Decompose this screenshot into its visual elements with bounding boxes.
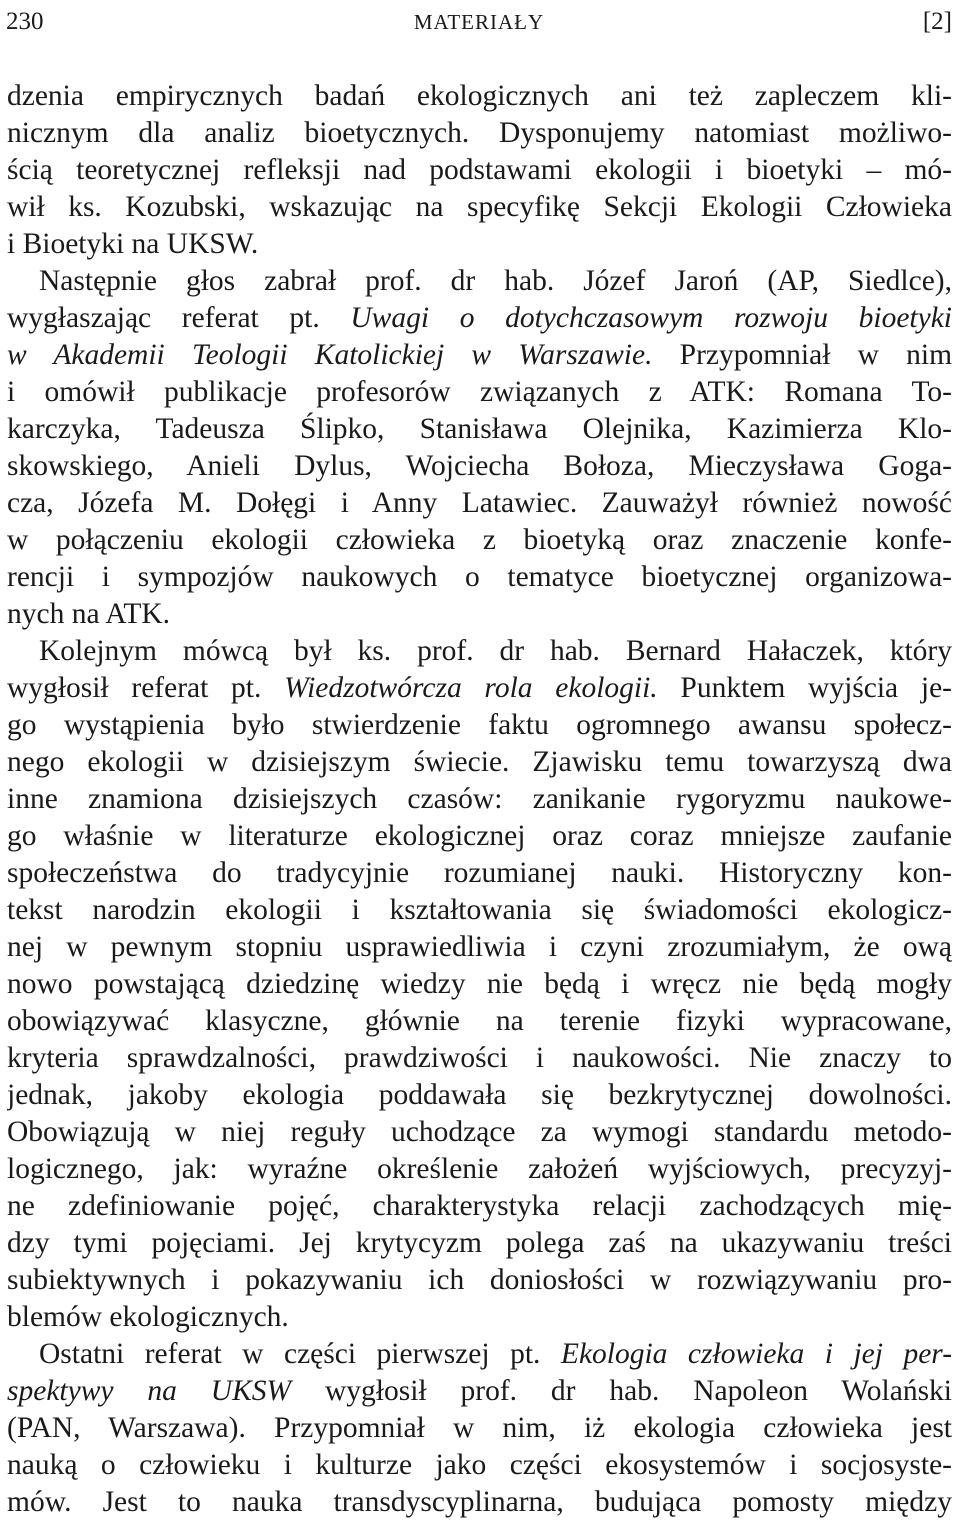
text-line: Obowiązują w niej reguły uchodzące za wymogi standardu metodo- — [7, 1116, 952, 1148]
text-line: nicznym dla analiz bioetycznych. Dysponujemy natomiast możliwo- — [7, 117, 952, 149]
text-line: społeczeństwa do tradycyjnie rozumianej nauki. Historyczny kon- — [7, 857, 952, 889]
page-header — [6, 2, 952, 42]
article-body — [7, 78, 952, 1521]
text-line: nego ekologii w dzisiejszym świecie. Zjawisku temu towarzyszą dwa — [7, 746, 952, 778]
text-line: i omówił publikacje profesorów związanych z ATK: Romana To- — [7, 376, 952, 408]
text-line: nowo powstającą dziedzinę wiedzy nie będą i wręcz nie będą mogły — [7, 968, 952, 1000]
text-line — [7, 337, 952, 374]
running-title: MATERIAŁY — [413, 10, 545, 34]
text-line: cza, Józefa M. Dołęgi i Anny Latawiec. Zauważył również nowość — [7, 487, 952, 519]
text-line: inne znamiona dzisiejszych czasów: zanikanie rygoryzmu naukowe- — [7, 783, 952, 815]
text-line: ścią teoretycznej refleksji nad podstawami ekologii i bioetyki – mó- — [7, 154, 952, 186]
text-line — [7, 300, 952, 337]
text-line: jednak, jakoby ekologia poddawała się bezkrytycznej dowolności. — [7, 1079, 952, 1111]
talk-title: Uwagi o dotychczasowym rozwoju bioetyki — [350, 302, 952, 334]
talk-title: Wiedzotwórcza rola ekologii. — [284, 672, 658, 704]
text-line: w połączeniu ekologii człowieka z bioetyką oraz znaczenie konfe- — [7, 524, 952, 556]
talk-title: spektywy na UKSW — [7, 1375, 292, 1407]
text-run: wygłaszając referat pt. — [7, 302, 320, 334]
text-line — [7, 1373, 952, 1410]
text-line: go właśnie w literaturze ekologicznej oraz coraz mniejsze zaufanie — [7, 820, 952, 852]
text-line: subiektywnych i pokazywaniu ich doniosłości w rozwiązywaniu pro- — [7, 1264, 952, 1296]
text-line: dzy tymi pojęciami. Jej krytycyzm polega zaś na ukazywaniu treści — [7, 1227, 952, 1259]
text-line: ne zdefiniowanie pojęć, charakterystyka relacji zachodzących mię- — [7, 1190, 952, 1222]
text-run: Punktem wyjścia je- — [680, 672, 952, 704]
text-run: Ostatni referat w części pierwszej pt. — [39, 1338, 541, 1370]
text-run: wygłosił prof. dr hab. Napoleon Wolański — [324, 1375, 952, 1407]
text-line: mów. Jest to nauka transdyscyplinarna, budująca pomosty między — [7, 1486, 952, 1518]
text-line: nej w pewnym stopniu usprawiedliwia i czyni zrozumiałym, że ową — [7, 931, 952, 963]
text-line: nauką o człowieku i kulturze jako części ekosystemów i socjosyste- — [7, 1449, 952, 1481]
talk-title: Ekologia człowieka i jej per- — [560, 1338, 952, 1370]
text-line: go wystąpienia było stwierdzenie faktu ogromnego awansu społecz- — [7, 709, 952, 741]
text-line: wił ks. Kozubski, wskazując na specyfikę Sekcji Ekologii Człowieka — [7, 191, 952, 223]
talk-title: w Akademii Teologii Katolickiej w Warszawie. — [7, 339, 653, 371]
text-line: blemów ekologicznych. — [7, 1301, 289, 1333]
text-line: karczyka, Tadeusza Ślipko, Stanisława Olejnika, Kazimierza Klo- — [7, 413, 952, 445]
text-line: kryteria sprawdzalności, prawdziwości i naukowości. Nie znaczy to — [7, 1042, 952, 1074]
text-line — [7, 670, 952, 707]
text-line: Kolejnym mówcą był ks. prof. dr hab. Bernard Hałaczek, który — [39, 635, 952, 667]
text-line: obowiązywać klasyczne, głównie na terenie fizyki wypracowane, — [7, 1005, 952, 1037]
text-line: logicznego, jak: wyraźne określenie założeń wyjściowych, precyzyj- — [7, 1153, 952, 1185]
text-run: wygłosił referat pt. — [7, 672, 262, 704]
text-line: Następnie głos zabrał prof. dr hab. Józef Jaroń (AP, Siedlce), — [39, 265, 952, 297]
text-line: nych na ATK. — [7, 598, 171, 630]
text-line: skowskiego, Anieli Dylus, Wojciecha Bołoza, Mieczysława Goga- — [7, 450, 952, 482]
text-run: Przypomniał w nim — [679, 339, 952, 371]
text-line: i Bioetyki na UKSW. — [7, 228, 259, 260]
text-line: dzenia empirycznych badań ekologicznych ani też zapleczem kli- — [7, 80, 952, 112]
text-line: rencji i sympozjów naukowych o tematyce bioetycznej organizowa- — [7, 561, 952, 593]
section-number: [2] — [922, 8, 952, 35]
text-line — [7, 1336, 952, 1373]
text-line: tekst narodzin ekologii i kształtowania się świadomości ekologicz- — [7, 894, 952, 926]
text-line: (PAN, Warszawa). Przypomniał w nim, iż ekologia człowieka jest — [7, 1412, 952, 1444]
page-number: 230 — [6, 8, 44, 35]
